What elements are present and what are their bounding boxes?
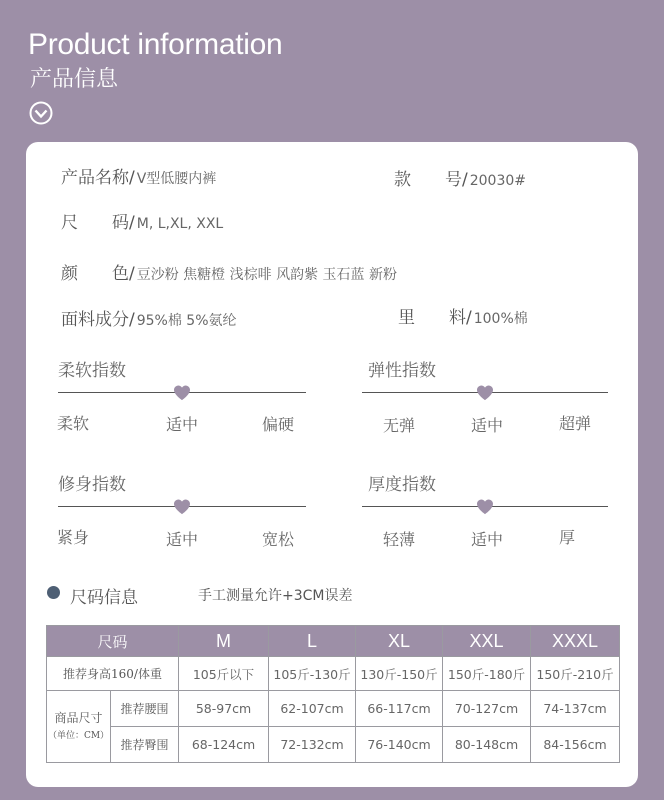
table-cell: 62-107cm [269, 691, 356, 727]
fabric-row [61, 305, 237, 330]
table-cell: 58-97cm [179, 691, 269, 727]
elasticity-tick-high: 超弹 [559, 414, 592, 433]
size-row [61, 208, 223, 233]
table-header-cell: L [269, 626, 356, 657]
thickness-tick-low: 轻薄 [383, 530, 416, 549]
heart-icon [173, 385, 191, 401]
product-size-label: 商品尺寸 [54, 710, 103, 725]
softness-title: 柔软指数 [58, 361, 126, 381]
heart-icon [173, 499, 191, 515]
style-number-label: 款 号/ [394, 170, 468, 190]
elasticity-title: 弹性指数 [368, 361, 436, 381]
elasticity-tick-low: 无弹 [383, 416, 416, 435]
product-name-label: 产品名称/ [61, 168, 135, 188]
table-header-row [47, 626, 620, 657]
fabric-label: 面料成分/ [61, 310, 135, 330]
table-cell: 74-137cm [531, 691, 620, 727]
table-header-cell: XXXL [531, 626, 620, 657]
page-title-zh: 产品信息 [30, 67, 119, 92]
color-label: 颜 色/ [61, 264, 135, 284]
fit-title: 修身指数 [58, 475, 126, 495]
fit-tick-low: 紧身 [57, 528, 90, 547]
thickness-title: 厚度指数 [368, 475, 436, 495]
elasticity-tick-mid: 适中 [471, 416, 504, 435]
product-size-unit: （单位：CM） [47, 730, 110, 741]
table-header-cell: XL [356, 626, 443, 657]
page-title-en: Product information [28, 28, 283, 61]
thickness-tick-mid: 适中 [471, 530, 504, 549]
size-info-title: 尺码信息 [70, 588, 138, 608]
fabric-value: 95%棉 5%氨纶 [136, 313, 237, 329]
table-header-cell: M [179, 626, 269, 657]
lining-value: 100%棉 [473, 311, 528, 327]
table-cell: 68-124cm [179, 727, 269, 763]
table-cell: 76-140cm [356, 727, 443, 763]
size-table [46, 625, 620, 763]
style-number-row [394, 165, 526, 190]
table-header-size: 尺码 [47, 626, 179, 657]
lining-label: 里 料/ [398, 308, 472, 328]
fit-tick-mid: 适中 [166, 530, 199, 549]
bullet-dot [47, 586, 60, 599]
color-value: 豆沙粉 焦糖橙 浅棕啡 风韵紫 玉石蓝 新粉 [136, 267, 397, 283]
softness-tick-low: 柔软 [57, 414, 90, 433]
chevron-down-icon[interactable] [29, 101, 53, 125]
waist-label: 推荐腰围 [111, 691, 179, 727]
table-cell: 105斤-130斤 [269, 657, 356, 691]
height-weight-label: 推荐身高160/体重 [47, 657, 179, 691]
table-cell: 80-148cm [443, 727, 531, 763]
table-cell: 72-132cm [269, 727, 356, 763]
color-row [61, 259, 397, 284]
size-value: M, L,XL, XXL [136, 216, 224, 232]
table-cell: 66-117cm [356, 691, 443, 727]
table-cell: 130斤-150斤 [356, 657, 443, 691]
table-cell: 84-156cm [531, 727, 620, 763]
table-row [47, 657, 620, 691]
table-header-cell: XXL [443, 626, 531, 657]
table-cell: 150斤-210斤 [531, 657, 620, 691]
softness-tick-high: 偏硬 [262, 415, 295, 434]
hip-label: 推荐臀围 [111, 727, 179, 763]
style-number-value: 20030# [469, 173, 527, 189]
table-cell: 150斤-180斤 [443, 657, 531, 691]
softness-tick-mid: 适中 [166, 415, 199, 434]
fit-tick-high: 宽松 [262, 530, 295, 549]
heart-icon [476, 385, 494, 401]
heart-icon [476, 499, 494, 515]
size-label: 尺 码/ [61, 213, 135, 233]
table-row [47, 727, 620, 763]
table-cell: 70-127cm [443, 691, 531, 727]
table-row [47, 691, 620, 727]
product-size-label-cell [47, 691, 111, 763]
lining-row [398, 303, 528, 328]
product-name-value: V型低腰内裤 [136, 171, 217, 187]
table-cell: 105斤以下 [179, 657, 269, 691]
measurement-note: 手工测量允许+3CM误差 [198, 588, 353, 604]
thickness-tick-high: 厚 [559, 528, 576, 547]
product-name-row [61, 163, 216, 188]
